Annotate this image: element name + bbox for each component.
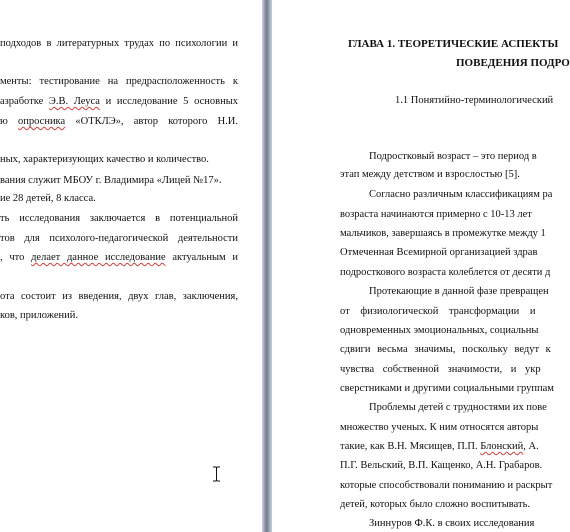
spellcheck-underlined-text[interactable]: Э.В. Леуса [48, 96, 100, 107]
document-page-left[interactable] [0, 0, 262, 532]
text-line: которые способствовали пониманию и раскрыт [340, 480, 553, 491]
text-line: менты: тестирование на предрасположенность к [0, 76, 238, 87]
document-page-right[interactable] [272, 0, 570, 532]
text-line: ных, характеризующих качество и количество. [0, 154, 209, 165]
text-line: П.Г. Вельский, В.П. Кащенко, А.Н. Грабаров. [340, 460, 543, 471]
text-line: тов для психолого-педагогической деятельности [0, 233, 238, 244]
text-fragment: актуальным и [165, 252, 239, 263]
text-fragment: ю [0, 116, 19, 127]
text-line: Протекающие в данной фазе превращен [369, 286, 549, 297]
text-cursor-icon [212, 466, 221, 482]
chapter-title-continued: ПОВЕДЕНИЯ ПОДРО [456, 57, 570, 69]
text-fragment: «ОТКЛЭ», автор которого Н.И. [65, 116, 238, 127]
spellcheck-underlined-text[interactable]: делает данное исследование [31, 252, 166, 263]
page-gutter [262, 0, 272, 532]
text-line: подходов в литературных трудах по психологии и [0, 38, 238, 49]
text-line: Подростковый возраст – это период в [369, 151, 537, 162]
text-line: детей, которых было сложно воспитывать. [340, 499, 530, 510]
text-fragment: , что [0, 252, 32, 263]
text-line: одновременных эмоциональных, социальны [340, 325, 539, 336]
text-line: от физиологической трансформации и [340, 306, 536, 317]
text-line [0, 252, 238, 264]
text-line: сдвиги весьма значимы, поскольку ведут к [340, 344, 551, 355]
text-line: чувства собственной значимости, и укр [340, 364, 541, 375]
text-line: ть исследования заключается в потенциальной [0, 213, 238, 224]
text-line: сверстниками и другими социальными группам [340, 383, 554, 394]
section-title: 1.1 Понятийно-терминологический [395, 95, 554, 106]
text-line [340, 441, 539, 453]
chapter-title: ГЛАВА 1. ТЕОРЕТИЧЕСКИЕ АСПЕКТЫ [348, 38, 559, 50]
text-line: возраста начинаются примерно с 10-13 лет [340, 209, 532, 220]
text-line: подросткового возраста колеблется от десяти д [340, 267, 551, 278]
text-line [0, 116, 238, 128]
spellcheck-underlined-text[interactable]: Блонский [480, 441, 524, 452]
text-fragment: азработке [0, 96, 49, 107]
text-fragment: , А. [523, 441, 539, 452]
text-line: Согласно различным классификациям ра [369, 189, 553, 200]
spellcheck-underlined-text[interactable]: опросника [18, 116, 66, 127]
text-line: Отмеченная Всемирной организацией здрав [340, 247, 538, 258]
text-line: Проблемы детей с трудностями их пове [369, 402, 547, 413]
text-fragment: такие, как В.Н. Мясищев, П.П. [340, 441, 481, 452]
text-line: мальчиков, завершаясь в промежутке между 1 [340, 228, 546, 239]
text-line: ие 28 детей, 8 класса. [0, 193, 96, 204]
text-line: множество ученых. К ним относятся авторы [340, 422, 539, 433]
text-line: ков, приложений. [0, 310, 79, 321]
text-line [0, 96, 238, 108]
text-line: вания служит МБОУ г. Владимира «Лицей №17». [0, 175, 222, 186]
text-line: Зиннуров Ф.К. в своих исследования [369, 518, 535, 529]
text-fragment: и исследование 5 основных [99, 96, 239, 107]
text-line: этап между детством и взрослостью [5]. [340, 169, 520, 180]
text-line: ота состоит из введения, двух глав, заключения, [0, 291, 238, 302]
